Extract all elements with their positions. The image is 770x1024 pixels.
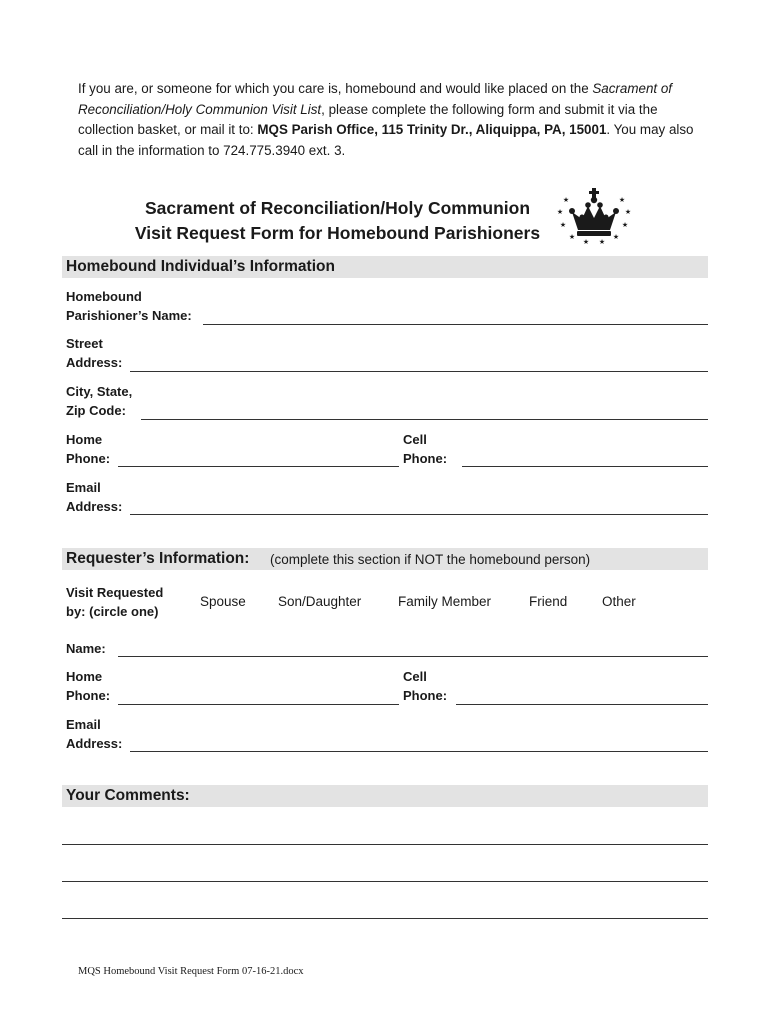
intro-text-3: . You may also call in the information to 724.775.3940 ext. 3.: [78, 122, 694, 158]
requester-email-label: [66, 716, 122, 753]
requester-name-field[interactable]: [118, 656, 708, 657]
visit-requested-by-label: [66, 584, 163, 621]
intro-text-2: , please complete the following form and submit it via the collection basket, or mail it to:: [78, 101, 658, 137]
cell-phone-field[interactable]: [462, 466, 708, 467]
street-address-field[interactable]: [130, 371, 708, 372]
svg-text:★: ★: [568, 233, 576, 241]
form-title-line-1: Sacrament of Reconciliation/Holy Communion: [144, 198, 531, 218]
parishioner-name-label: [66, 288, 192, 325]
requester-cell-phone-label-line-2: Phone:: [403, 687, 448, 703]
requester-home-phone-field[interactable]: [118, 704, 399, 705]
visit-list-name: Sacrament of Reconciliation/Holy Communion Visit List: [78, 81, 672, 117]
option-family-member[interactable]: Family Member: [398, 594, 492, 609]
homebound-section-title: Homebound Individual’s Information: [66, 258, 335, 275]
cell-phone-label-line-1: Cell: [403, 432, 427, 447]
form-title: [100, 196, 575, 246]
form-title-line-2: Visit Request Form for Homebound Parishioners: [134, 223, 541, 243]
requester-section-note: (complete this section if NOT the homebound person): [270, 552, 591, 567]
requester-email-label-line-2: Address:: [66, 735, 123, 751]
option-son-daughter[interactable]: Son/Daughter: [278, 594, 362, 609]
option-spouse[interactable]: Spouse: [200, 594, 246, 609]
email-address-label: [66, 479, 122, 516]
cell-phone-label-line-2: Phone:: [403, 450, 448, 466]
parishioner-name-field[interactable]: [203, 324, 708, 325]
footer-filename: MQS Homebound Visit Request Form 07-16-21.docx: [78, 966, 304, 977]
requester-email-field[interactable]: [130, 751, 708, 752]
intro-paragraph: [78, 79, 703, 161]
comments-line-1[interactable]: [62, 844, 708, 845]
svg-text:★: ★: [612, 233, 620, 241]
street-address-label-line-2: Address:: [66, 354, 123, 370]
comments-section-title: Your Comments:: [66, 787, 190, 804]
street-address-label-line-1: Street: [66, 336, 103, 351]
requester-cell-phone-label-line-1: Cell: [403, 669, 427, 684]
svg-text:★: ★: [556, 208, 564, 216]
intro-text-1: If you are, or someone for which you care is, homebound and would like placed on the: [78, 81, 593, 96]
svg-text:★: ★: [598, 238, 606, 246]
homebound-section-header: [62, 256, 708, 278]
svg-text:★: ★: [624, 208, 632, 216]
email-address-field[interactable]: [130, 514, 708, 515]
email-address-label-line-1: Email: [66, 480, 101, 495]
requester-home-phone-label: [66, 668, 110, 705]
requester-home-phone-label-line-1: Home: [66, 669, 103, 684]
home-phone-field[interactable]: [118, 466, 399, 467]
street-address-label: [66, 335, 122, 372]
cell-phone-label: [403, 431, 447, 468]
requester-section-title: Requester’s Information:: [66, 550, 250, 567]
option-other[interactable]: Other: [602, 594, 636, 609]
home-phone-label: [66, 431, 110, 468]
home-phone-label-line-1: Home: [66, 432, 103, 447]
requester-section-header: [62, 548, 708, 570]
requester-cell-phone-field[interactable]: [456, 704, 708, 705]
parishioner-name-label-line-2: Parishioner’s Name:: [66, 307, 192, 323]
requester-name-label: Name:: [66, 641, 106, 656]
requester-cell-phone-label: [403, 668, 447, 705]
city-state-zip-label-line-1: City, State,: [66, 384, 133, 399]
requester-email-label-line-1: Email: [66, 717, 101, 732]
option-friend[interactable]: Friend: [529, 594, 568, 609]
comments-section-header: [62, 785, 708, 807]
comments-line-2[interactable]: [62, 881, 708, 882]
city-state-zip-field[interactable]: [141, 419, 708, 420]
parishioner-name-label-line-1: Homebound: [66, 289, 142, 304]
home-phone-label-line-2: Phone:: [66, 450, 111, 466]
parish-office-address: MQS Parish Office, 115 Trinity Dr., Aliquippa, PA, 15001: [257, 122, 607, 137]
email-address-label-line-2: Address:: [66, 498, 123, 514]
city-state-zip-label-line-2: Zip Code:: [66, 402, 126, 418]
visit-requested-by-label-line-2: by: (circle one): [66, 603, 159, 619]
svg-text:★: ★: [618, 196, 626, 204]
comments-line-3[interactable]: [62, 918, 708, 919]
svg-text:★: ★: [562, 196, 570, 204]
visit-requested-by-label-line-1: Visit Requested: [66, 585, 164, 600]
city-state-zip-label: [66, 383, 132, 420]
svg-text:★: ★: [582, 238, 590, 246]
svg-text:★: ★: [621, 221, 629, 229]
requester-home-phone-label-line-2: Phone:: [66, 687, 111, 703]
svg-text:★: ★: [559, 221, 567, 229]
crown-with-stars-icon: [556, 186, 632, 246]
